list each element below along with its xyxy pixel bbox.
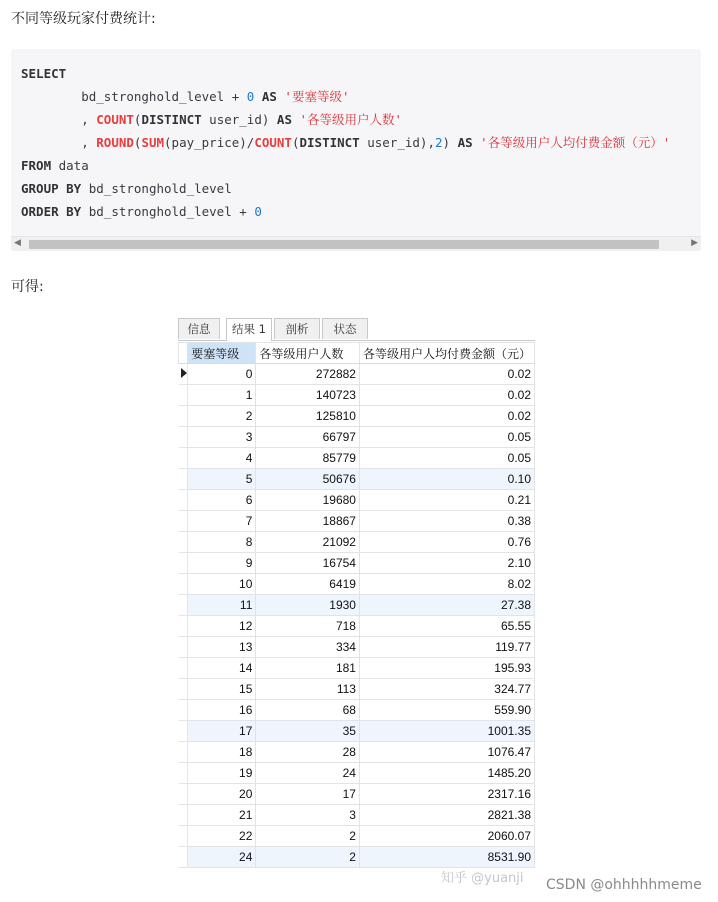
cell-user-count[interactable]: 181 (256, 658, 360, 679)
cell-user-count[interactable]: 3 (256, 805, 360, 826)
cell-avg-pay[interactable]: 2821.38 (359, 805, 534, 826)
cell-avg-pay[interactable]: 0.02 (359, 364, 534, 385)
cell-level[interactable]: 14 (188, 658, 256, 679)
cell-user-count[interactable]: 140723 (256, 385, 360, 406)
row-indicator[interactable] (179, 700, 188, 721)
table-row[interactable] (179, 763, 535, 784)
table-row[interactable] (179, 511, 535, 532)
cell-avg-pay[interactable]: 0.10 (359, 469, 534, 490)
scroll-left-arrow-icon[interactable]: ◀ (14, 238, 21, 248)
code-token: data (51, 158, 89, 173)
header-row (179, 343, 535, 364)
row-indicator[interactable] (179, 448, 188, 469)
column-header-avg-pay[interactable]: 各等级用户人均付费金额（元） (359, 343, 534, 364)
code-token: SUM (141, 135, 165, 150)
cell-level[interactable]: 13 (188, 637, 256, 658)
row-indicator[interactable] (179, 385, 188, 406)
cell-level[interactable]: 0 (188, 364, 256, 385)
cell-level[interactable]: 18 (188, 742, 256, 763)
row-indicator[interactable] (179, 595, 188, 616)
cell-user-count[interactable]: 16754 (256, 553, 360, 574)
cell-level[interactable]: 24 (188, 847, 256, 868)
result-label: 可得: (11, 279, 44, 295)
row-indicator[interactable] (179, 742, 188, 763)
cell-avg-pay[interactable]: 2060.07 (359, 826, 534, 847)
row-indicator[interactable] (179, 805, 188, 826)
cell-user-count[interactable]: 18867 (256, 511, 360, 532)
cell-level[interactable]: 2 (188, 406, 256, 427)
table-row[interactable] (179, 532, 535, 553)
code-token: AS (254, 89, 285, 104)
table-row[interactable] (179, 637, 535, 658)
table-row[interactable] (179, 385, 535, 406)
result-grid (178, 342, 535, 868)
code-token: 0 (246, 89, 255, 104)
sql-code-block (11, 49, 701, 251)
cell-level[interactable]: 11 (188, 595, 256, 616)
code-token: bd_stronghold_level (81, 181, 232, 196)
row-indicator[interactable] (179, 490, 188, 511)
cell-user-count[interactable]: 2 (256, 826, 360, 847)
code-token: bd_stronghold_level + (21, 89, 247, 104)
cell-avg-pay[interactable]: 0.21 (359, 490, 534, 511)
code-token: ( (133, 135, 142, 150)
cell-level[interactable]: 16 (188, 700, 256, 721)
cell-level[interactable]: 15 (188, 679, 256, 700)
code-token: FROM (21, 158, 52, 173)
cell-user-count[interactable]: 17 (256, 784, 360, 805)
cell-avg-pay[interactable]: 0.02 (359, 385, 534, 406)
cell-user-count[interactable]: 19680 (256, 490, 360, 511)
row-indicator[interactable] (179, 679, 188, 700)
scroll-right-arrow-icon[interactable]: ▶ (691, 238, 698, 248)
tab-profile[interactable]: 剖析 (274, 318, 320, 339)
code-token: AS (276, 112, 292, 127)
table-row[interactable] (179, 427, 535, 448)
code-token: ( (291, 135, 300, 150)
cell-user-count[interactable]: 21092 (256, 532, 360, 553)
table-row[interactable] (179, 847, 535, 868)
code-token: '要塞等级' (284, 89, 350, 104)
cell-level[interactable]: 4 (188, 448, 256, 469)
cell-level[interactable]: 9 (188, 553, 256, 574)
scroll-thumb[interactable] (29, 240, 659, 249)
row-indicator[interactable] (179, 553, 188, 574)
code-token: , (21, 112, 97, 127)
code-token: AS (457, 135, 473, 150)
cell-level[interactable]: 21 (188, 805, 256, 826)
cell-user-count[interactable]: 113 (256, 679, 360, 700)
table-row[interactable] (179, 448, 535, 469)
row-indicator[interactable] (179, 826, 188, 847)
current-row-pointer-icon (181, 368, 187, 378)
row-indicator[interactable] (179, 616, 188, 637)
cell-level[interactable]: 12 (188, 616, 256, 637)
row-indicator[interactable] (179, 763, 188, 784)
row-indicator[interactable] (179, 847, 188, 868)
code-token: DISTINCT (299, 135, 360, 150)
code-token: GROUP BY (21, 181, 82, 196)
table-row[interactable] (179, 616, 535, 637)
code-token: ROUND (96, 135, 134, 150)
cell-user-count[interactable]: 66797 (256, 427, 360, 448)
table-row[interactable] (179, 469, 535, 490)
code-token: (pay_price)/ (164, 135, 255, 150)
code-token (292, 112, 300, 127)
table-row[interactable] (179, 826, 535, 847)
row-indicator[interactable] (179, 427, 188, 448)
cell-user-count[interactable]: 50676 (256, 469, 360, 490)
table-row[interactable] (179, 658, 535, 679)
table-row[interactable] (179, 490, 535, 511)
code-token: '各等级用户人数' (299, 112, 403, 127)
code-token: ( (133, 112, 142, 127)
cell-user-count[interactable]: 35 (256, 721, 360, 742)
cell-avg-pay[interactable]: 0.76 (359, 532, 534, 553)
cell-user-count[interactable]: 272882 (256, 364, 360, 385)
cell-avg-pay[interactable]: 8531.90 (359, 847, 534, 868)
cell-user-count[interactable]: 2 (256, 847, 360, 868)
code-token: COUNT (96, 112, 134, 127)
cell-level[interactable]: 7 (188, 511, 256, 532)
code-token: user_id), (359, 135, 435, 150)
cell-level[interactable]: 3 (188, 427, 256, 448)
cell-level[interactable]: 8 (188, 532, 256, 553)
cell-avg-pay[interactable]: 2.10 (359, 553, 534, 574)
table-row[interactable] (179, 574, 535, 595)
row-indicator[interactable] (179, 532, 188, 553)
cell-level[interactable]: 22 (188, 826, 256, 847)
tab-info[interactable]: 信息 (178, 318, 220, 339)
tab-status[interactable]: 状态 (322, 318, 368, 339)
table-row[interactable] (179, 700, 535, 721)
row-indicator[interactable] (179, 364, 188, 385)
cell-avg-pay[interactable]: 1485.20 (359, 763, 534, 784)
row-indicator[interactable] (179, 658, 188, 679)
result-tabs (178, 318, 535, 341)
row-indicator[interactable] (179, 511, 188, 532)
cell-avg-pay[interactable]: 65.55 (359, 616, 534, 637)
code-token: ORDER BY (21, 204, 82, 219)
horizontal-scrollbar[interactable] (11, 236, 701, 251)
cell-user-count[interactable]: 68 (256, 700, 360, 721)
code-token: 0 (254, 204, 262, 219)
code-token: COUNT (254, 135, 292, 150)
cell-avg-pay[interactable]: 0.05 (359, 427, 534, 448)
table-row[interactable] (179, 805, 535, 826)
cell-avg-pay[interactable]: 2317.16 (359, 784, 534, 805)
cell-level[interactable]: 19 (188, 763, 256, 784)
table-row[interactable] (179, 406, 535, 427)
row-indicator[interactable] (179, 469, 188, 490)
cell-avg-pay[interactable]: 559.90 (359, 700, 534, 721)
cell-user-count[interactable]: 85779 (256, 448, 360, 469)
table-row[interactable] (179, 679, 535, 700)
cell-avg-pay[interactable]: 119.77 (359, 637, 534, 658)
cell-level[interactable]: 17 (188, 721, 256, 742)
code-token: DISTINCT (141, 112, 202, 127)
cell-user-count[interactable]: 125810 (256, 406, 360, 427)
cell-avg-pay[interactable]: 324.77 (359, 679, 534, 700)
code-token: '各等级用户人均付费金额（元）' (480, 135, 671, 150)
cell-avg-pay[interactable]: 8.02 (359, 574, 534, 595)
table-row[interactable] (179, 721, 535, 742)
row-indicator[interactable] (179, 721, 188, 742)
cell-level[interactable]: 10 (188, 574, 256, 595)
cell-avg-pay[interactable]: 27.38 (359, 595, 534, 616)
column-header-level[interactable]: 要塞等级 (188, 343, 256, 364)
cell-avg-pay[interactable]: 0.38 (359, 511, 534, 532)
cell-level[interactable]: 20 (188, 784, 256, 805)
cell-level[interactable]: 6 (188, 490, 256, 511)
row-indicator[interactable] (179, 406, 188, 427)
cell-avg-pay[interactable]: 0.02 (359, 406, 534, 427)
cell-avg-pay[interactable]: 1001.35 (359, 721, 534, 742)
column-header-user-count[interactable]: 各等级用户人数 (256, 343, 360, 364)
csdn-watermark: CSDN @ohhhhhmeme (546, 877, 702, 893)
section-heading: 不同等级玩家付费统计: (11, 11, 156, 27)
table-row[interactable] (179, 742, 535, 763)
cell-user-count[interactable]: 334 (256, 637, 360, 658)
code-token: ) (442, 135, 458, 150)
row-indicator[interactable] (179, 574, 188, 595)
code-token: 2 (434, 135, 443, 150)
cell-user-count[interactable]: 6419 (256, 574, 360, 595)
zhihu-watermark: 知乎 @yuanji (441, 871, 524, 886)
cell-user-count[interactable]: 24 (256, 763, 360, 784)
cell-level[interactable]: 5 (188, 469, 256, 490)
cell-avg-pay[interactable]: 195.93 (359, 658, 534, 679)
code-token: , (21, 135, 97, 150)
sql-code (21, 62, 670, 223)
query-result-window (178, 318, 535, 896)
table-row[interactable] (179, 595, 535, 616)
table-row[interactable] (179, 364, 535, 385)
code-token: bd_stronghold_level + (81, 204, 255, 219)
cell-user-count[interactable]: 1930 (256, 595, 360, 616)
table-row[interactable] (179, 553, 535, 574)
row-indicator[interactable] (179, 637, 188, 658)
tab-result-1[interactable]: 结果 1 (226, 318, 272, 341)
cell-avg-pay[interactable]: 1076.47 (359, 742, 534, 763)
cell-avg-pay[interactable]: 0.05 (359, 448, 534, 469)
cell-level[interactable]: 1 (188, 385, 256, 406)
code-token: user_id) (201, 112, 277, 127)
row-indicator-header (179, 343, 188, 364)
cell-user-count[interactable]: 718 (256, 616, 360, 637)
table-row[interactable] (179, 784, 535, 805)
code-token: SELECT (21, 66, 67, 81)
row-indicator[interactable] (179, 784, 188, 805)
cell-user-count[interactable]: 28 (256, 742, 360, 763)
